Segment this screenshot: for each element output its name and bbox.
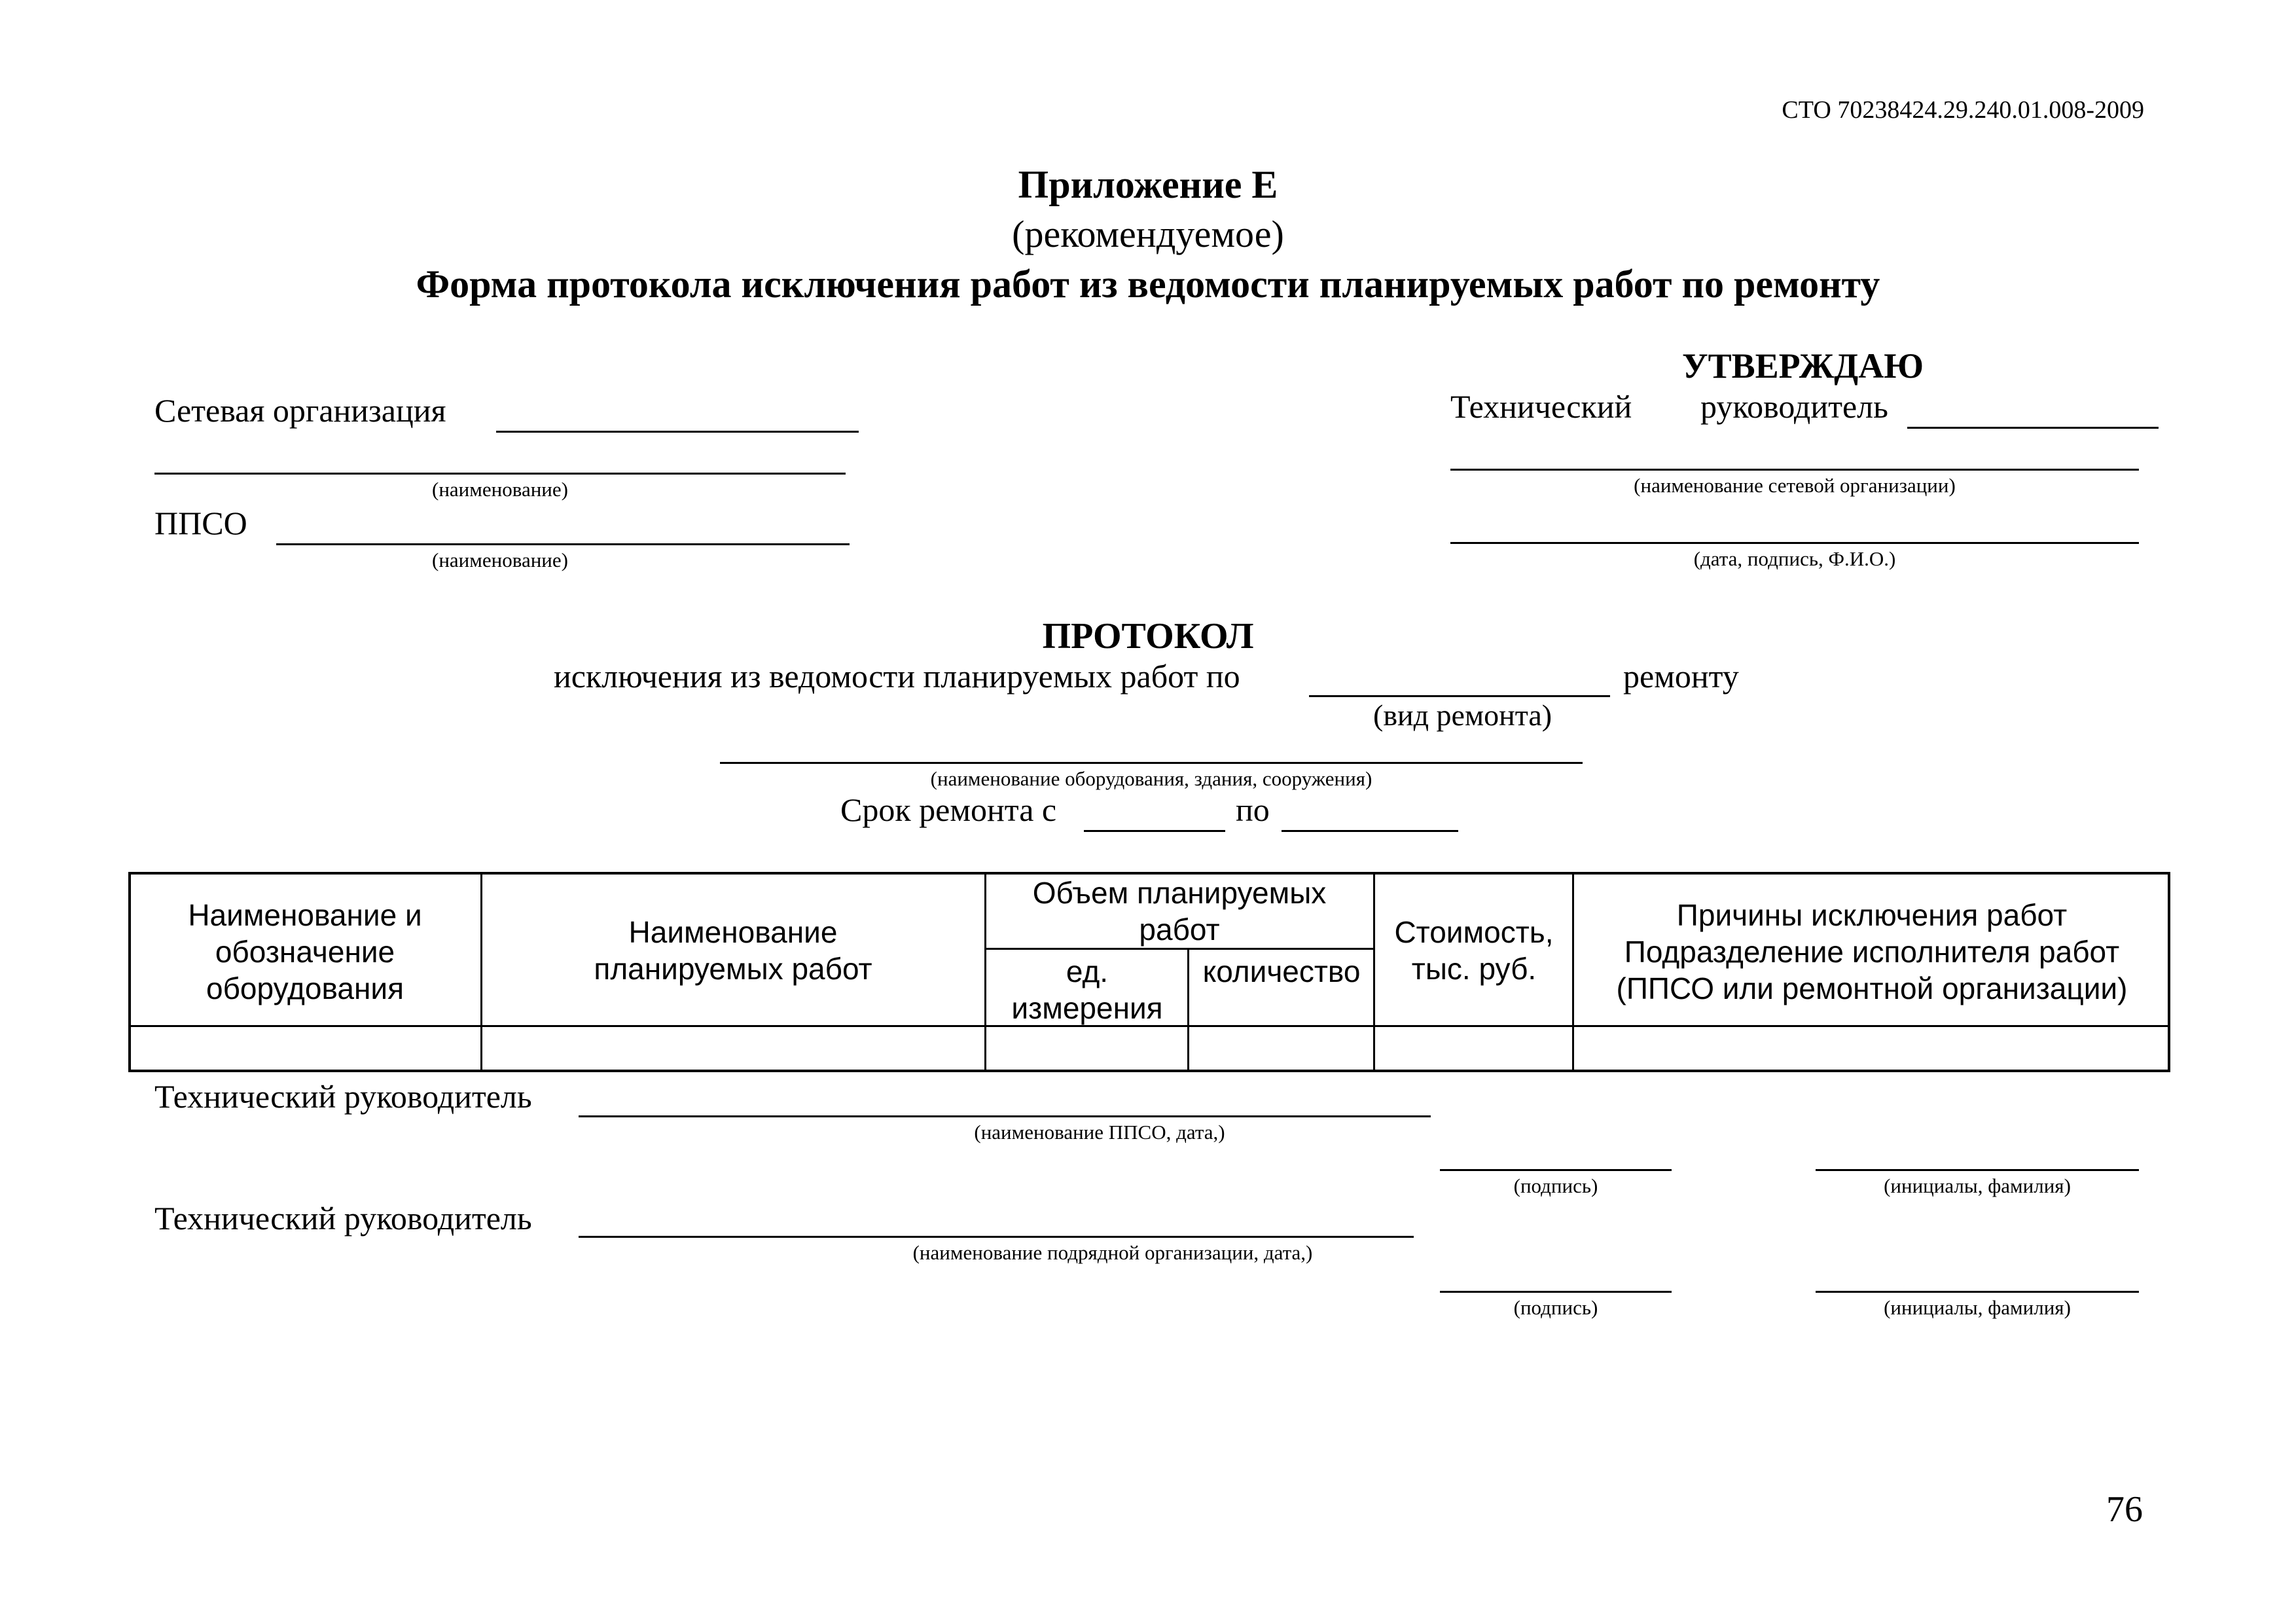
equipment-field[interactable] xyxy=(720,762,1583,764)
table-header-reasons-2: Подразделение исполнителя работ xyxy=(1624,935,2120,969)
table-col-divider xyxy=(480,873,482,1071)
approve-role-left: Технический xyxy=(1450,388,1632,425)
approve-org-caption: (наименование сетевой организации) xyxy=(1634,474,1956,497)
period-end-field[interactable] xyxy=(1282,830,1458,832)
period-prefix: Срок ремонта с xyxy=(840,791,1057,828)
ppso-field[interactable] xyxy=(276,543,850,545)
signature-role-2: Технический руководитель xyxy=(154,1200,532,1236)
document-code: СТО 70238424.29.240.01.008-2009 xyxy=(1782,96,2144,124)
ppso-name-caption: (наименование) xyxy=(432,549,568,571)
repair-type-caption: (вид ремонта) xyxy=(1373,698,1552,732)
org-name-caption: (наименование) xyxy=(432,478,568,501)
table-header-cost: Стоимость, тыс. руб. xyxy=(1394,915,1554,986)
ppso-date-field[interactable] xyxy=(579,1115,1431,1117)
table-row-cell[interactable] xyxy=(1376,1028,1570,1070)
signature-role-1: Технический руководитель xyxy=(154,1078,532,1115)
network-org-field[interactable] xyxy=(496,431,859,433)
table-col-divider xyxy=(1572,873,1574,1071)
initials-field-2[interactable] xyxy=(1816,1291,2139,1293)
appendix-status: (рекомендуемое) xyxy=(1012,213,1284,255)
signature-field-1[interactable] xyxy=(1440,1169,1672,1171)
approve-sign-field[interactable] xyxy=(1450,542,2139,544)
network-org-label: Сетевая организация xyxy=(154,392,446,429)
appendix-title: Приложение Е xyxy=(1018,163,1278,206)
approve-heading: УТВЕРЖДАЮ xyxy=(1682,346,1924,386)
period-start-field[interactable] xyxy=(1084,830,1225,832)
table-row-cell[interactable] xyxy=(483,1028,982,1070)
approve-role-right: руководитель xyxy=(1700,388,1888,425)
contractor-date-caption: (наименование подрядной организации, дата,) xyxy=(912,1241,1313,1264)
approve-org-field[interactable] xyxy=(1450,469,2139,471)
table-col-divider xyxy=(1373,873,1375,1071)
signature-caption-1: (подпись) xyxy=(1513,1174,1598,1197)
table-header-reasons-3: (ППСО или ремонтной организации) xyxy=(1616,971,2128,1005)
table-row-cell[interactable] xyxy=(1575,1028,2168,1070)
period-mid: по xyxy=(1236,791,1270,828)
table-row-cell[interactable] xyxy=(987,1028,1185,1070)
table-row-cell[interactable] xyxy=(1190,1028,1371,1070)
signature-caption-2: (подпись) xyxy=(1513,1296,1598,1319)
contractor-date-field[interactable] xyxy=(579,1236,1414,1238)
network-org-field-2[interactable] xyxy=(154,473,846,475)
table-col-divider xyxy=(984,873,986,1071)
table-header-unit: ед. измерения xyxy=(1011,954,1163,1025)
ppso-date-caption: (наименование ППСО, дата,) xyxy=(974,1121,1225,1144)
approve-sign-caption: (дата, подпись, Ф.И.О.) xyxy=(1693,547,1896,570)
initials-caption-1: (инициалы, фамилия) xyxy=(1884,1174,2071,1197)
table-subheader-divider xyxy=(984,948,1373,950)
table-col-divider xyxy=(1187,949,1189,1071)
approve-role-field[interactable] xyxy=(1907,427,2159,429)
protocol-line-prefix: исключения из ведомости планируемых работ по xyxy=(554,658,1240,695)
equipment-caption: (наименование оборудования, здания, сооружения) xyxy=(930,767,1372,790)
table-row-cell[interactable] xyxy=(131,1028,478,1070)
table-header-works: Наименование планируемых работ xyxy=(594,915,872,986)
protocol-heading: ПРОТОКОЛ xyxy=(1042,616,1254,657)
table-header-volume: Объем планируемых работ xyxy=(1032,876,1327,947)
initials-caption-2: (инициалы, фамилия) xyxy=(1884,1296,2071,1319)
protocol-line-suffix: ремонту xyxy=(1623,658,1739,695)
table-header-equipment: Наименование и обозначение оборудования xyxy=(188,898,422,1005)
signature-field-2[interactable] xyxy=(1440,1291,1672,1293)
repair-type-field[interactable] xyxy=(1309,695,1610,697)
page-number: 76 xyxy=(2106,1489,2143,1530)
table-header-quantity: количество xyxy=(1202,954,1361,988)
form-title: Форма протокола исключения работ из ведомости планируемых работ по ремонту xyxy=(416,262,1880,306)
table-header-reasons-1: Причины исключения работ xyxy=(1676,898,2068,932)
initials-field-1[interactable] xyxy=(1816,1169,2139,1171)
ppso-label: ППСО xyxy=(154,505,247,541)
